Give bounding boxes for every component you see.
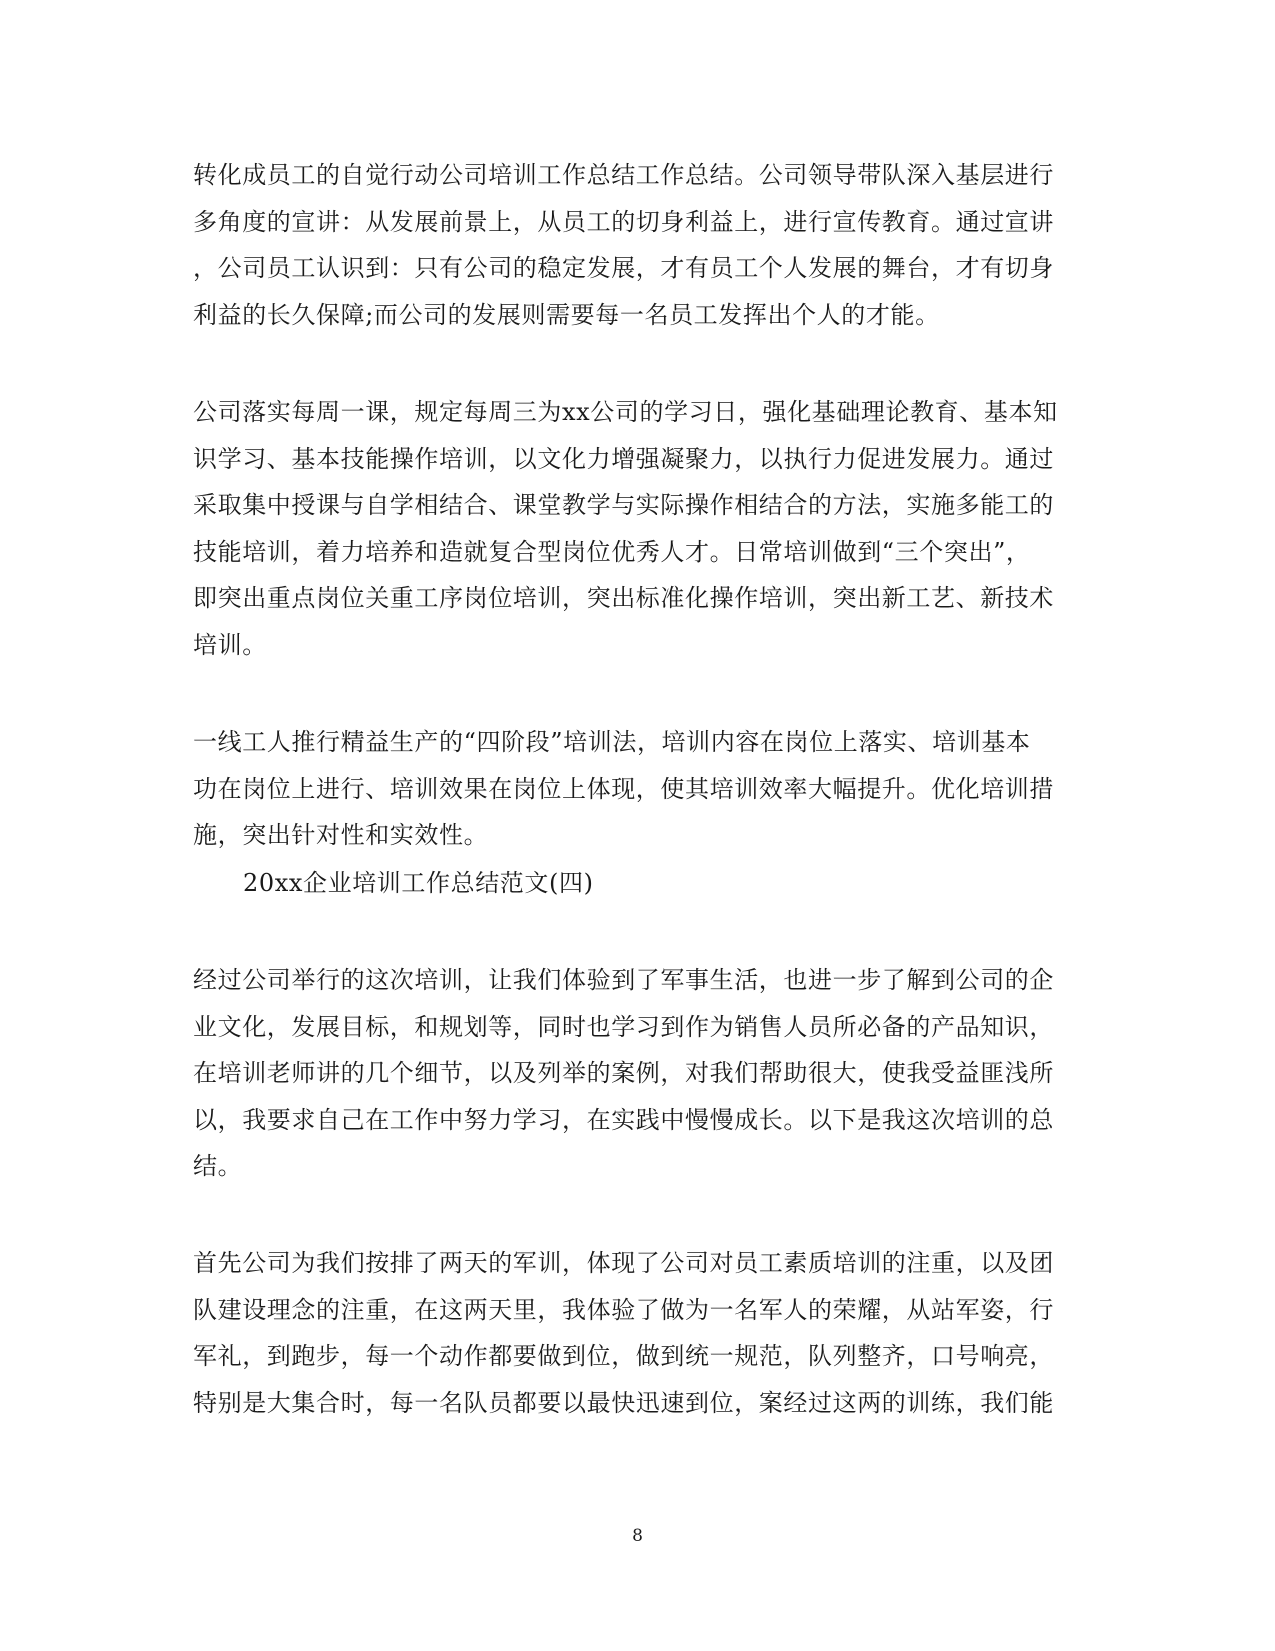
page-number: 8 bbox=[632, 1526, 643, 1546]
paragraph-1-line-4: 利益的长久保障;而公司的发展则需要每一名员工发挥出个人的才能。 bbox=[193, 301, 940, 329]
paragraph-3-line-2: 功在岗位上进行、培训效果在岗位上体现，使其培训效率大幅提升。优化培训措 bbox=[193, 775, 1054, 803]
paragraph-4-line-5: 结。 bbox=[193, 1152, 243, 1180]
paragraph-4-line-3: 在培训老师讲的几个细节，以及列举的案例，对我们帮助很大，使我受益匪浅所 bbox=[193, 1059, 1054, 1087]
paragraph-4-line-4: 以，我要求自己在工作中努力学习，在实践中慢慢成长。以下是我这次培训的总 bbox=[193, 1106, 1054, 1134]
paragraph-4-line-1: 经过公司举行的这次培训，让我们体验到了军事生活，也进一步了解到公司的企 bbox=[193, 966, 1054, 994]
paragraph-2-line-4: 技能培训，着力培养和造就复合型岗位优秀人才。日常培训做到“三个突出”， bbox=[193, 538, 1031, 566]
paragraph-1-line-2: 多角度的宣讲：从发展前景上，从员工的切身利益上，进行宣传教育。通过宣讲 bbox=[193, 208, 1054, 236]
paragraph-5-line-3: 军礼，到跑步，每一个动作都要做到位，做到统一规范，队列整齐，口号响亮， bbox=[193, 1342, 1054, 1370]
section-heading: 20xx企业培训工作总结范文(四) bbox=[243, 869, 594, 897]
paragraph-1-line-3: ，公司员工认识到：只有公司的稳定发展，才有员工个人发展的舞台，才有切身 bbox=[193, 254, 1054, 282]
paragraph-5-line-2: 队建设理念的注重，在这两天里，我体验了做为一名军人的荣耀，从站军姿，行 bbox=[193, 1296, 1054, 1324]
paragraph-2-line-1: 公司落实每周一课，规定每周三为xx公司的学习日，强化基础理论教育、基本知 bbox=[193, 398, 1058, 426]
paragraph-2-line-5: 即突出重点岗位关重工序岗位培训，突出标准化操作培训，突出新工艺、新技术 bbox=[193, 584, 1054, 612]
paragraph-5-line-1: 首先公司为我们按排了两天的军训，体现了公司对员工素质培训的注重，以及团 bbox=[193, 1249, 1054, 1277]
paragraph-2-line-3: 采取集中授课与自学相结合、课堂教学与实际操作相结合的方法，实施多能工的 bbox=[193, 491, 1054, 519]
paragraph-4-line-2: 业文化，发展目标，和规划等，同时也学习到作为销售人员所必备的产品知识， bbox=[193, 1013, 1054, 1041]
paragraph-1-line-1: 转化成员工的自觉行动公司培训工作总结工作总结。公司领导带队深入基层进行 bbox=[193, 161, 1054, 189]
paragraph-2-line-6: 培训。 bbox=[193, 631, 267, 659]
paragraph-5-line-4: 特别是大集合时，每一名队员都要以最快迅速到位，案经过这两的训练，我们能 bbox=[193, 1389, 1054, 1417]
paragraph-3-line-3: 施，突出针对性和实效性。 bbox=[193, 821, 489, 849]
paragraph-3-line-1: 一线工人推行精益生产的“四阶段”培训法，培训内容在岗位上落实、培训基本 bbox=[193, 728, 1031, 756]
paragraph-2-line-2: 识学习、基本技能操作培训，以文化力增强凝聚力，以执行力促进发展力。通过 bbox=[193, 445, 1054, 473]
